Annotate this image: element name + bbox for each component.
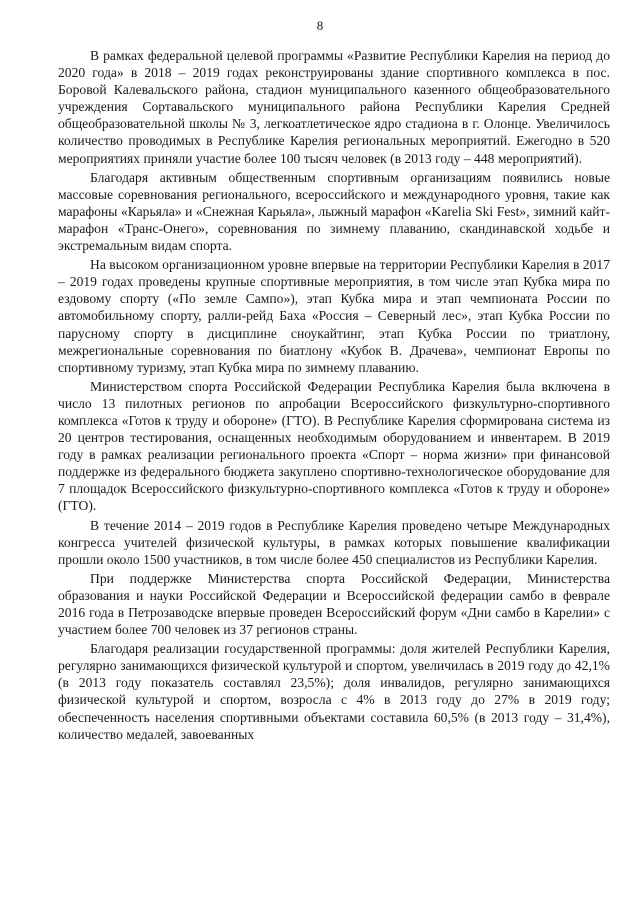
paragraph-gto-pilot: Министерством спорта Российской Федерации Республика Карелия была включена в число 13 пилотных регионов по апробации Всероссийского физкультурно-спортивного комплекса «Готов к труду и обороне» (ГТО). В Республике Карелия сформирована система из 20 центров тестирования, оснащенных необходимым оборудованием и инвентарем. В 2019 году в рамках реализации регионального проекта «Спорт – норма жизни» при финансовой поддержке из федерального бюджета закуплено спортивно-технологическое оборудование для 7 площадок Всероссийского физкультурно-спортивного комплекса «Готов к труду и обороне» (ГТО). bbox=[58, 378, 610, 514]
paragraph-major-events: На высоком организационном уровне впервые на территории Республики Карелия в 2017 – 2019 годах проведены крупные спортивные мероприятия, в том числе этап Кубка мира по ездовому спорту («По земле Сампо»), этап Кубка мира и этап чемпионата России по автомобильному спорту, ралли-рейд Баха «Россия – Северный лес», этап Кубка России по парусному спорту в дисциплине сноукайтинг, этап Кубка России по триатлону, межрегиональные соревнования по биатлону «Кубок В. Драчева», чемпионат Европы по спортивному туризму, этап Кубка мира по зимнему плаванию. bbox=[58, 257, 610, 375]
paragraph-mass-competitions: Благодаря активным общественным спортивным организациям появились новые массовые соревнования регионального, всероссийского и международного уровня, такие как марафоны «Карьяла» и «Снежная Карьяла», лыжный марафон «Karelia Ski Fest», зимний кайт-марафон «Транс-Онего», соревнования по зимнему плаванию, скандинавской ходьбе и экстремальным видам спорта. bbox=[58, 169, 610, 254]
page-number: 8 bbox=[316, 18, 324, 33]
paragraph-sambo-forum: При поддержке Министерства спорта Российской Федерации, Министерства образования и науки Российской Федерации и Всероссийской федерации самбо в феврале 2016 года в Петрозаводске впервые проведен Всероссийский форум «Дни самбо в Карелии» с участием более 700 человек из 37 регионов страны. bbox=[58, 570, 610, 638]
paragraph-federal-program: В рамках федеральной целевой программы «Развитие Республики Карелия на период до 2020 года» в 2018 – 2019 годах реконструированы здание спортивного комплекса в пос. Боровой Калевальского района, стадион муниципального казенного общеобразовательного учреждения Сортавальского муниципального района Республики Карелия Средней общеобразовательной школы № 3, легкоатлетическое ядро стадиона в г. Олонце. Увеличилось количество проводимых в Республике Карелия региональных мероприятий. Ежегодно в 520 мероприятиях приняли участие более 100 тысяч человек (в 2013 году – 448 мероприятий). bbox=[58, 48, 610, 166]
paragraph-program-results: Благодаря реализации государственной программы: доля жителей Республики Карелия, регулярно занимающихся физической культурой и спортом, увеличилась в 2019 году до 42,1% (в 2013 году показатель составлял 23,5%); доля инвалидов, регулярно занимающихся физической культурой и спортом, возросла с 4% в 2013 году до 27% в 2019 году; обеспеченность населения спортивными объектами составила 60,5% (в 2013 году – 31,4%), количество медалей, завоеванных bbox=[58, 641, 610, 742]
document-body bbox=[58, 47, 610, 745]
paragraph-teacher-congresses: В течение 2014 – 2019 годов в Республике Карелия проведено четыре Международных конгресса учителей физической культуры, в рамках которых повышение квалификации прошли около 1500 участников, в том числе более 450 специалистов из Республики Карелия. bbox=[58, 517, 610, 567]
